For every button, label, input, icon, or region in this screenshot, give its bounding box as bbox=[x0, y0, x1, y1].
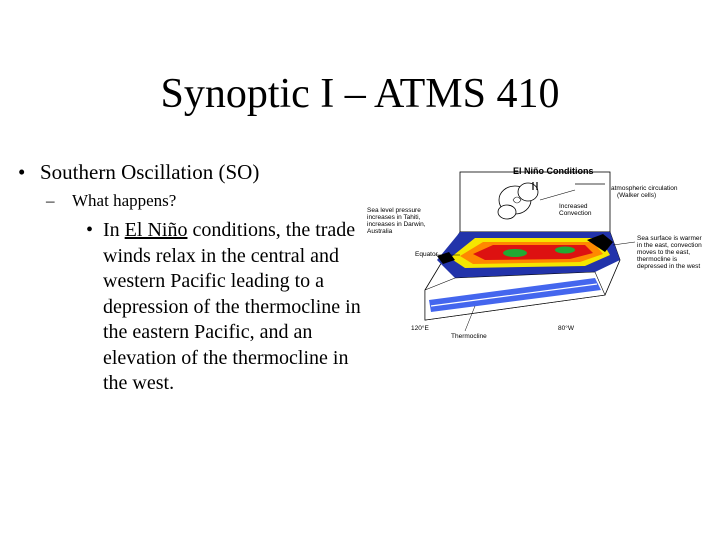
sea-level-pressure-label: Sea level pressure increases in Tahiti, increases in Darwin, Australia bbox=[367, 207, 426, 235]
bullet-southern-oscillation bbox=[18, 160, 259, 185]
el-nino-diagram-svg bbox=[365, 160, 715, 345]
bullet3-text bbox=[103, 218, 368, 397]
atmosphere-box bbox=[460, 172, 610, 232]
thermocline-label: Thermocline bbox=[451, 333, 487, 340]
bullet-marker: • bbox=[86, 219, 94, 241]
increased-convection-label: Increased Convection bbox=[559, 203, 592, 217]
sea-surface-pointer bbox=[613, 242, 635, 245]
diagram-title: El Niño Conditions bbox=[513, 166, 594, 176]
lon-80w-label: 80°W bbox=[558, 325, 574, 332]
green-patch bbox=[503, 249, 527, 257]
el-nino-link: El Niño bbox=[124, 219, 188, 241]
bullet-marker: • bbox=[18, 160, 26, 184]
bullet2-text: What happens? bbox=[72, 191, 177, 210]
bullet1-text: Southern Oscillation (SO) bbox=[40, 160, 260, 184]
equator-label: Equator bbox=[415, 251, 438, 258]
bullet3-prefix: In bbox=[103, 219, 125, 241]
el-nino-diagram bbox=[365, 160, 715, 345]
bullet3-rest: conditions, the trade winds relax in the central and western Pacific leading to a depression of the thermocline in the eastern Pacific, and an elevation of the thermocline in the west. bbox=[103, 219, 361, 394]
green-patch bbox=[555, 247, 575, 254]
bullet-what-happens bbox=[46, 191, 176, 211]
circulation-label: atmospheric circulation (Walker cells) bbox=[611, 185, 678, 199]
sea-surface-label: Sea surface is warmer in the east, convection moves to the east, thermocline is depressed in the west bbox=[637, 235, 702, 270]
lon-120e-label: 120°E bbox=[411, 325, 429, 332]
dash-marker: – bbox=[46, 191, 55, 210]
slide-title: Synoptic I – ATMS 410 bbox=[160, 71, 560, 117]
